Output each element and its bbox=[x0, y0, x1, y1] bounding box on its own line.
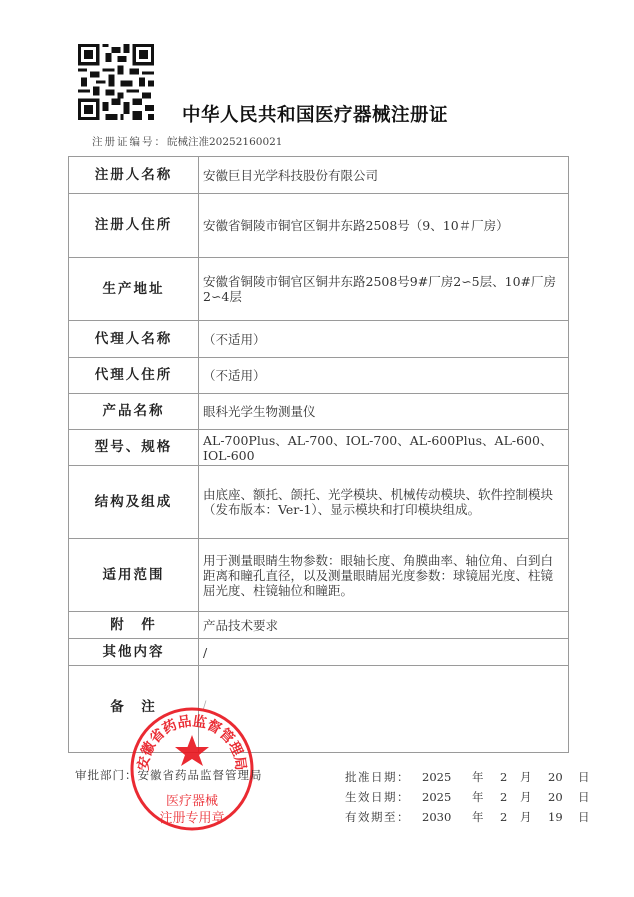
table-row bbox=[69, 539, 569, 612]
field-value: （不适用） bbox=[199, 358, 569, 394]
field-label: 产品名称 bbox=[69, 394, 199, 430]
table-row bbox=[69, 394, 569, 430]
year-unit: 年 bbox=[472, 810, 484, 824]
date-day: 20 bbox=[548, 790, 563, 804]
field-label: 生产地址 bbox=[69, 258, 199, 321]
field-value: 眼科光学生物测量仪 bbox=[199, 394, 569, 430]
field-value: 产品技术要求 bbox=[199, 612, 569, 639]
day-unit: 日 bbox=[578, 790, 590, 804]
effective-date bbox=[345, 787, 590, 807]
table-row bbox=[69, 639, 569, 666]
approval-date bbox=[345, 767, 590, 787]
table-row bbox=[69, 157, 569, 194]
table-row bbox=[69, 194, 569, 258]
month-unit: 月 bbox=[520, 810, 532, 824]
date-year: 2025 bbox=[422, 790, 452, 804]
field-value: AL-700Plus、AL-700、IOL-700、AL-600Plus、AL-600、IOL-600 bbox=[199, 430, 569, 466]
field-label: 适用范围 bbox=[69, 539, 199, 612]
seal-arc-text: 安徽省药品监督管理局 bbox=[135, 713, 249, 772]
table-row bbox=[69, 430, 569, 466]
date-month: 2 bbox=[500, 790, 508, 804]
date-label: 有效期至： bbox=[345, 810, 410, 824]
seal-line-2: 注册专用章 bbox=[159, 811, 225, 826]
field-label: 注册人住所 bbox=[69, 194, 199, 258]
star-icon bbox=[175, 735, 209, 766]
year-unit: 年 bbox=[472, 770, 484, 784]
field-value: 由底座、额托、颌托、光学模块、机械传动模块、软件控制模块（发布版本：Ver-1）、显示模块和打印模块组成。 bbox=[199, 466, 569, 539]
day-unit: 日 bbox=[578, 810, 590, 824]
field-value: 安徽省铜陵市铜官区铜井东路2508号（9、10＃厂房） bbox=[199, 194, 569, 258]
table-row bbox=[69, 358, 569, 394]
field-value: 用于测量眼睛生物参数：眼轴长度、角膜曲率、轴位角、白到白距离和瞳孔直径，以及测量眼睛屈光度参数：球镜屈光度、柱镜屈光度、柱镜轴位和瞳距。 bbox=[199, 539, 569, 612]
field-value: / bbox=[199, 666, 569, 753]
document-title: 中华人民共和国医疗器械注册证 bbox=[182, 105, 449, 126]
date-label: 生效日期： bbox=[345, 790, 410, 804]
table-row bbox=[69, 258, 569, 321]
field-label: 其他内容 bbox=[69, 639, 199, 666]
date-label: 批准日期： bbox=[345, 770, 410, 784]
date-month: 2 bbox=[500, 810, 508, 824]
field-value: 安徽巨目光学科技股份有限公司 bbox=[199, 157, 569, 194]
field-value: 安徽省铜陵市铜官区铜井东路2508号9#厂房2∽5层、10#厂房2∽4层 bbox=[199, 258, 569, 321]
month-unit: 月 bbox=[520, 790, 532, 804]
year-unit: 年 bbox=[472, 790, 484, 804]
registration-number bbox=[92, 134, 283, 149]
seal-line-1: 医疗器械 bbox=[165, 794, 219, 809]
expiry-date bbox=[345, 807, 590, 827]
field-label: 结构及组成 bbox=[69, 466, 199, 539]
date-month: 2 bbox=[500, 770, 508, 784]
date-day: 20 bbox=[548, 770, 563, 784]
field-label: 附 件 bbox=[69, 612, 199, 639]
registration-number-label: 注册证编号： bbox=[92, 136, 167, 148]
field-label: 代理人名称 bbox=[69, 321, 199, 358]
day-unit: 日 bbox=[578, 770, 590, 784]
table-row bbox=[69, 321, 569, 358]
table-row bbox=[69, 466, 569, 539]
registration-number-value: 皖械注准20252160021 bbox=[167, 136, 283, 148]
field-label: 备 注 bbox=[69, 666, 199, 753]
qr-code bbox=[78, 44, 154, 120]
month-unit: 月 bbox=[520, 770, 532, 784]
field-label: 代理人住所 bbox=[69, 358, 199, 394]
field-value: / bbox=[199, 639, 569, 666]
dates-block bbox=[345, 767, 590, 827]
certificate-table bbox=[68, 156, 569, 753]
field-label: 注册人名称 bbox=[69, 157, 199, 194]
field-value: （不适用） bbox=[199, 321, 569, 358]
field-label: 型号、规格 bbox=[69, 430, 199, 466]
date-year: 2030 bbox=[422, 810, 452, 824]
date-day: 19 bbox=[548, 810, 563, 824]
date-year: 2025 bbox=[422, 770, 452, 784]
approval-department: 审批部门：安徽省药品监督管理局 bbox=[75, 768, 263, 782]
table-row bbox=[69, 612, 569, 639]
